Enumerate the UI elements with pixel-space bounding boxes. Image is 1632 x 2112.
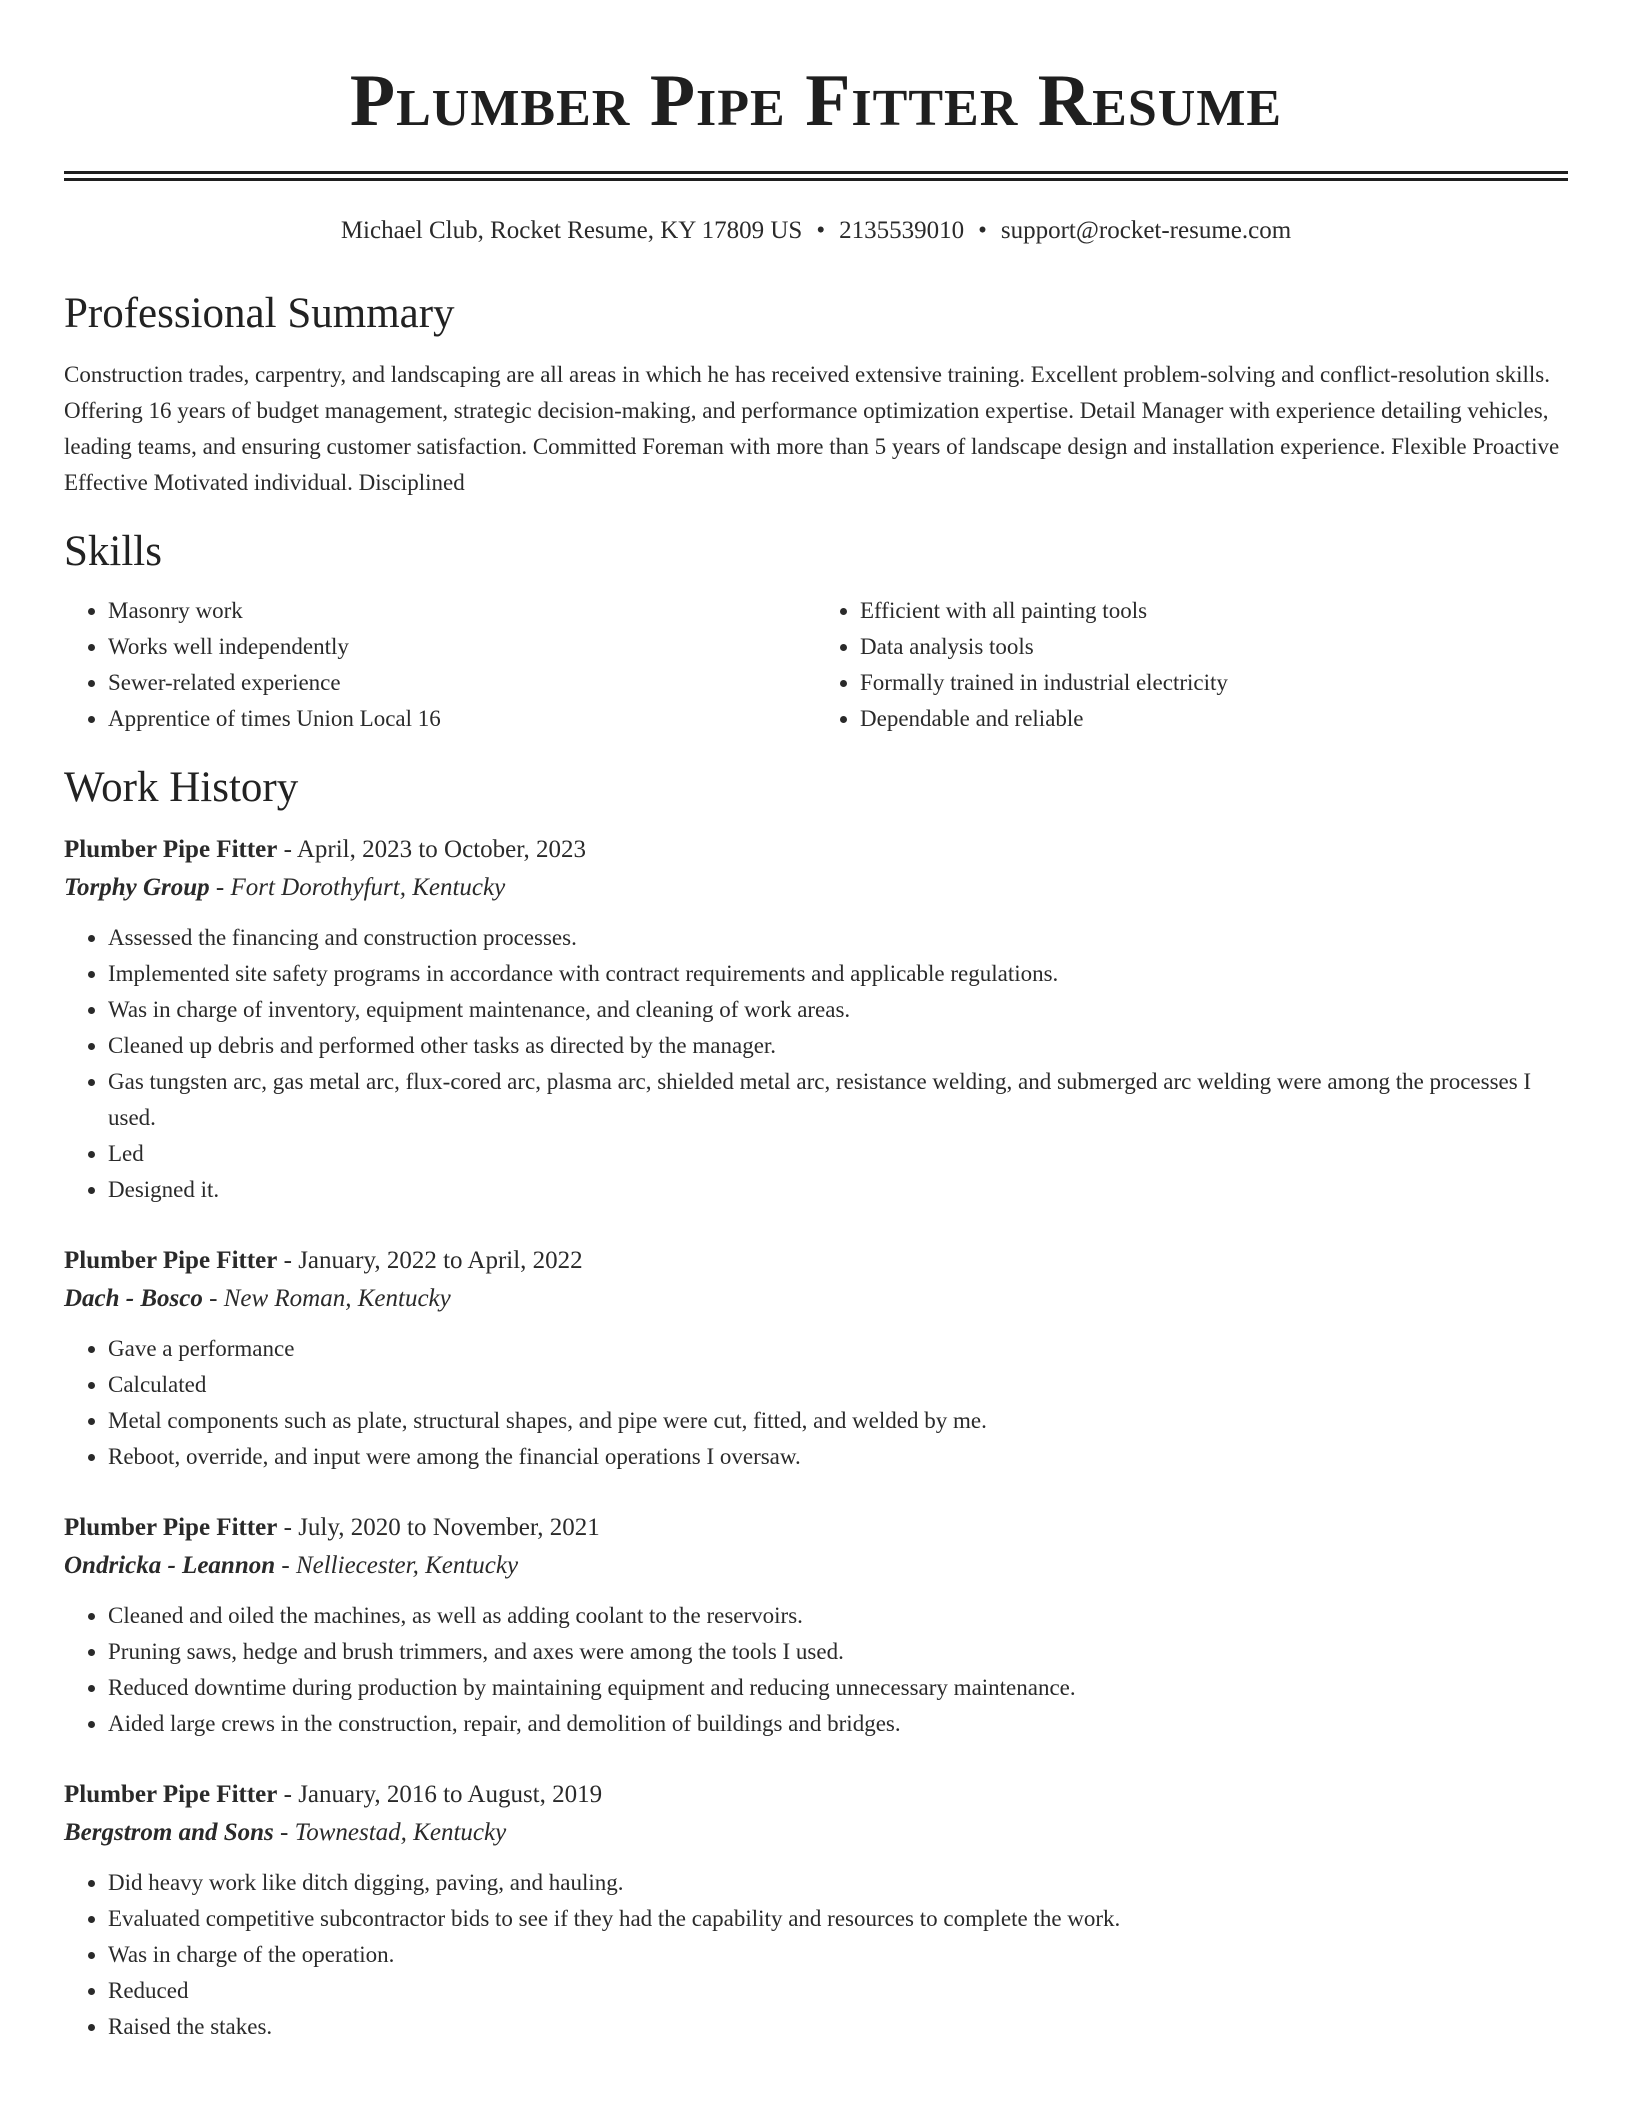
job-company-line	[64, 1280, 1568, 1318]
job-bullet: • Cleaned and oiled the machines, as well as adding coolant to the reservoirs.	[108, 1598, 1568, 1634]
job-dates: - January, 2022 to April, 2022	[277, 1247, 583, 1274]
skill-item: • Data analysis tools	[860, 629, 1568, 665]
resume-title: Plumber Pipe Fitter Resume	[349, 60, 1283, 142]
job-bullet: • Aided large crews in the construction, repair, and demolition of buildings and bridges.	[108, 1706, 1568, 1742]
job-bullet: • Reduced	[108, 1973, 1568, 2009]
contact-phone: 2135539010	[839, 217, 965, 244]
job-bullet: • Reboot, override, and input were among the financial operations I oversaw.	[108, 1439, 1568, 1475]
work-history-heading: Work History	[64, 764, 299, 811]
skills-list-left	[64, 593, 816, 737]
job-bullet: • Calculated	[108, 1367, 1568, 1403]
job-entry	[64, 1242, 1568, 1475]
summary-heading: Professional Summary	[64, 290, 455, 337]
contact-address: Michael Club, Rocket Resume, KY 17809 US	[340, 217, 803, 244]
job-bullet: • Assessed the financing and construction processes.	[108, 920, 1568, 956]
job-title-line	[64, 1776, 1568, 1814]
skills-heading: Skills	[64, 528, 162, 575]
job-company-line	[64, 1547, 1568, 1585]
job-bullet: • Was in charge of inventory, equipment maintenance, and cleaning of work areas.	[108, 992, 1568, 1028]
job-title-line	[64, 831, 1568, 869]
job-bullet: • Gave a performance	[108, 1331, 1568, 1367]
job-dates: - April, 2023 to October, 2023	[277, 836, 587, 863]
job-company: Dach - Bosco	[64, 1285, 203, 1312]
job-bullet: • Cleaned up debris and performed other tasks as directed by the manager.	[108, 1028, 1568, 1064]
job-bullet: • Raised the stakes.	[108, 2009, 1568, 2045]
job-company: Ondricka - Leannon	[64, 1552, 276, 1579]
job-bullet: • Reduced downtime during production by maintaining equipment and reducing unnecessary maintenance.	[108, 1670, 1568, 1706]
job-company-line	[64, 869, 1568, 907]
job-location: - Fort Dorothyfurt, Kentucky	[209, 874, 506, 901]
job-bullet: • Metal components such as plate, structural shapes, and pipe were cut, fitted, and welded by me.	[108, 1403, 1568, 1439]
job-role: Plumber Pipe Fitter	[64, 1781, 278, 1808]
job-title-line	[64, 1242, 1568, 1280]
skill-item: • Formally trained in industrial electricity	[860, 665, 1568, 701]
job-bullet: • Pruning saws, hedge and brush trimmers, and axes were among the tools I used.	[108, 1634, 1568, 1670]
job-bullets	[64, 1598, 1568, 1742]
job-bullets	[64, 1331, 1568, 1475]
job-entry	[64, 1509, 1568, 1742]
job-entry	[64, 831, 1568, 1208]
contact-line	[64, 215, 1568, 247]
title-double-rule	[64, 171, 1568, 181]
skill-item: • Masonry work	[108, 593, 816, 629]
job-company-line	[64, 1814, 1568, 1852]
job-location: - Townestad, Kentucky	[273, 1819, 507, 1846]
skill-item: • Dependable and reliable	[860, 701, 1568, 737]
job-bullet: • Led	[108, 1136, 1568, 1172]
job-location: - New Roman, Kentucky	[202, 1285, 451, 1312]
job-bullet: • Was in charge of the operation.	[108, 1937, 1568, 1973]
job-location: - Nelliecester, Kentucky	[275, 1552, 519, 1579]
contact-separator: •	[978, 217, 987, 244]
skills-list-right	[816, 593, 1568, 737]
job-dates: - July, 2020 to November, 2021	[277, 1514, 600, 1541]
job-bullets	[64, 1865, 1568, 2045]
job-bullet: • Gas tungsten arc, gas metal arc, flux-cored arc, plasma arc, shielded metal arc, resistance welding, and submerged arc welding were among the processes I used.	[108, 1064, 1568, 1136]
job-bullet: • Implemented site safety programs in accordance with contract requirements and applicable regulations.	[108, 956, 1568, 992]
job-entry	[64, 1776, 1568, 2045]
job-company: Torphy Group	[64, 874, 210, 901]
skill-item: • Efficient with all painting tools	[860, 593, 1568, 629]
contact-separator: •	[816, 217, 826, 244]
skill-item: • Sewer-related experience	[108, 665, 816, 701]
job-bullet: • Designed it.	[108, 1172, 1568, 1208]
skill-item: • Works well independently	[108, 629, 816, 665]
contact-email: support@rocket-resume.com	[1000, 217, 1292, 244]
job-role: Plumber Pipe Fitter	[64, 1247, 278, 1274]
job-company: Bergstrom and Sons	[64, 1819, 274, 1846]
job-bullet: • Evaluated competitive subcontractor bids to see if they had the capability and resources to complete the work.	[108, 1901, 1568, 1937]
job-bullet: • Did heavy work like ditch digging, paving, and hauling.	[108, 1865, 1568, 1901]
job-role: Plumber Pipe Fitter	[64, 836, 278, 863]
job-bullets	[64, 920, 1568, 1208]
summary-text: Construction trades, carpentry, and landscaping are all areas in which he has received extensive training. Excellent problem-solving and conflict-resolution skills. Offering 16 years of budget management, strategic decision-making, and performance optimization expertise. Detail Manager with experience detailing vehicles, leading teams, and ensuring customer satisfaction. Committed Foreman with more than 5 years of landscape design and installation experience. Flexible Proactive Effective Motivated individual. Disciplined	[64, 362, 1560, 495]
job-dates: - January, 2016 to August, 2019	[277, 1781, 603, 1808]
job-role: Plumber Pipe Fitter	[64, 1514, 278, 1541]
skills-columns	[64, 593, 1568, 737]
job-title-line	[64, 1509, 1568, 1547]
skill-item: • Apprentice of times Union Local 16	[108, 701, 816, 737]
